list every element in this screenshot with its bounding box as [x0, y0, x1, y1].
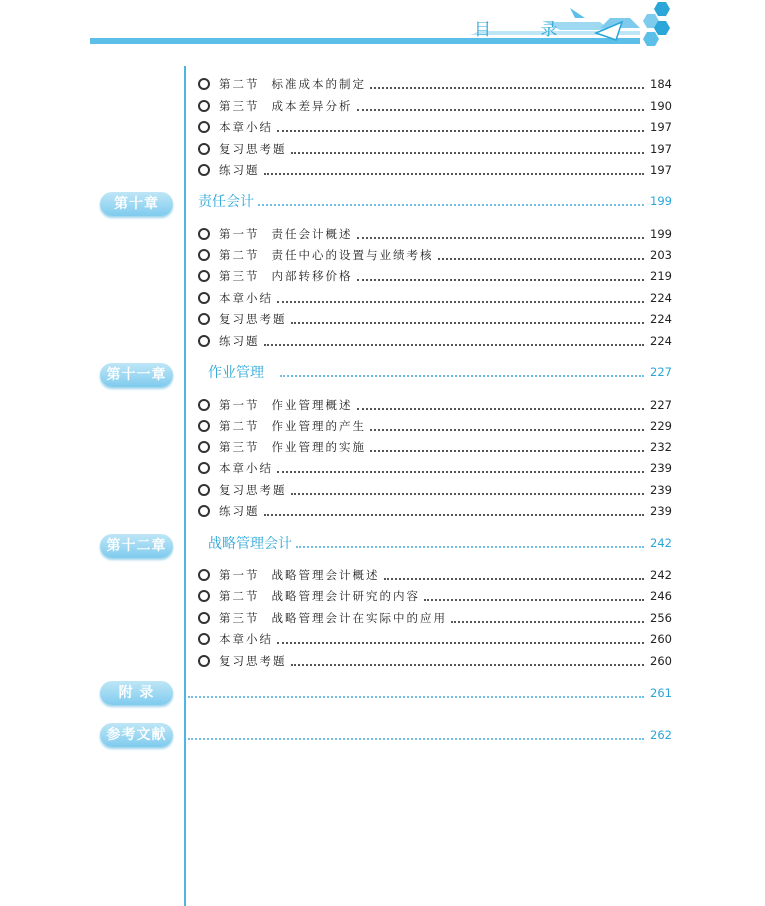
toc-entry[interactable]: 复习思考题 224: [198, 309, 672, 329]
page-header: [0, 0, 765, 50]
toc-entry[interactable]: 第一节 战略管理会计概述 242: [198, 565, 672, 585]
chapter-heading[interactable]: [198, 190, 672, 212]
toc-entry[interactable]: 第一节 作业管理概述 227: [198, 395, 672, 415]
chapter-tab-11[interactable]: 第十一章: [100, 363, 173, 387]
page-number: 224: [650, 291, 672, 305]
chapter-heading[interactable]: [208, 361, 672, 383]
dot-leader: [291, 664, 645, 666]
references-heading[interactable]: [188, 724, 672, 746]
bullet-icon: [198, 462, 210, 474]
page-number: 199: [650, 194, 672, 208]
chapter-title: 责任会计: [198, 194, 254, 210]
page-number: 190: [650, 99, 672, 113]
dot-leader: [424, 599, 644, 601]
toc-entry[interactable]: 复习思考题 197: [198, 139, 672, 159]
chapter-title: 战略管理会计: [208, 536, 292, 552]
page-number: 242: [650, 536, 672, 550]
dot-leader: [277, 130, 644, 132]
dot-leader: [357, 279, 645, 281]
dot-leader: [280, 375, 644, 377]
toc-entry[interactable]: 练习题 224: [198, 331, 672, 351]
page-number: 262: [650, 728, 672, 742]
bullet-icon: [198, 590, 210, 602]
page-number: 232: [650, 440, 672, 454]
toc-entry[interactable]: 本章小结 239: [198, 458, 672, 478]
bullet-icon: [198, 249, 210, 261]
page-title: 目 录: [474, 20, 580, 40]
dot-leader: [264, 173, 645, 175]
toc-entry[interactable]: 第三节 战略管理会计在实际中的应用 256: [198, 608, 672, 628]
bullet-icon: [198, 228, 210, 240]
toc-entry[interactable]: 第二节 责任中心的设置与业绩考核 203: [198, 245, 672, 265]
toc-entry[interactable]: 第二节 标准成本的制定 184: [198, 74, 672, 94]
page-number: 197: [650, 163, 672, 177]
dot-leader: [291, 322, 645, 324]
bullet-icon: [198, 313, 210, 325]
bullet-icon: [198, 399, 210, 411]
toc-divider-line: [184, 66, 186, 906]
chapter-tab-10[interactable]: 第十章: [100, 192, 173, 216]
dot-leader: [438, 258, 645, 260]
dot-leader: [384, 578, 645, 580]
toc-entry[interactable]: 第二节 战略管理会计研究的内容 246: [198, 586, 672, 606]
dot-leader: [370, 450, 644, 452]
bullet-icon: [198, 441, 210, 453]
bullet-icon: [198, 569, 210, 581]
chapter-heading[interactable]: [208, 532, 672, 554]
dot-leader: [277, 301, 644, 303]
dot-leader: [277, 642, 644, 644]
bullet-icon: [198, 655, 210, 667]
toc-entry[interactable]: 第三节 内部转移价格 219: [198, 266, 672, 286]
page-number: 227: [650, 398, 672, 412]
dot-leader: [370, 87, 644, 89]
page-number: 227: [650, 365, 672, 379]
dot-leader: [258, 204, 644, 206]
bullet-icon: [198, 100, 210, 112]
page-number: 239: [650, 483, 672, 497]
page-number: 224: [650, 334, 672, 348]
bullet-icon: [198, 633, 210, 645]
appendix-tab[interactable]: 附 录: [100, 681, 173, 705]
dot-leader: [291, 152, 645, 154]
page-number: 261: [650, 686, 672, 700]
bullet-icon: [198, 270, 210, 282]
dot-leader: [370, 429, 644, 431]
page-number: 246: [650, 589, 672, 603]
page-number: 242: [650, 568, 672, 582]
bullet-icon: [198, 121, 210, 133]
dot-leader: [264, 344, 645, 346]
toc-entry[interactable]: 第一节 责任会计概述 199: [198, 224, 672, 244]
dot-leader: [357, 109, 645, 111]
dot-leader: [357, 237, 645, 239]
toc-entry[interactable]: 第二节 作业管理的产生 229: [198, 416, 672, 436]
page-number: 239: [650, 504, 672, 518]
dot-leader: [277, 471, 644, 473]
appendix-heading[interactable]: [188, 682, 672, 704]
toc-entry[interactable]: 第三节 作业管理的实施 232: [198, 437, 672, 457]
bullet-icon: [198, 420, 210, 432]
references-tab[interactable]: 参考文献: [100, 723, 173, 747]
dot-leader: [357, 408, 645, 410]
dot-leader: [188, 738, 644, 740]
page-number: 239: [650, 461, 672, 475]
page-number: 260: [650, 632, 672, 646]
bullet-icon: [198, 143, 210, 155]
dot-leader: [451, 621, 644, 623]
dot-leader: [296, 546, 644, 548]
toc-entry[interactable]: 复习思考题 260: [198, 651, 672, 671]
dot-leader: [188, 696, 644, 698]
page-number: 260: [650, 654, 672, 668]
toc-entry[interactable]: 本章小结 197: [198, 117, 672, 137]
hexagon-icon: [640, 0, 680, 50]
page-number: 199: [650, 227, 672, 241]
bullet-icon: [198, 612, 210, 624]
toc-entry[interactable]: 复习思考题 239: [198, 480, 672, 500]
page-number: 203: [650, 248, 672, 262]
bullet-icon: [198, 505, 210, 517]
toc-entry[interactable]: 练习题 197: [198, 160, 672, 180]
bullet-icon: [198, 335, 210, 347]
dot-leader: [291, 493, 645, 495]
page-number: 197: [650, 120, 672, 134]
toc-entry[interactable]: 第三节 成本差异分析 190: [198, 96, 672, 116]
page-number: 219: [650, 269, 672, 283]
page-number: 184: [650, 77, 672, 91]
bullet-icon: [198, 78, 210, 90]
page-number: 256: [650, 611, 672, 625]
bullet-icon: [198, 164, 210, 176]
page-number: 224: [650, 312, 672, 326]
page-number: 197: [650, 142, 672, 156]
chapter-title: 作业管理: [208, 365, 264, 381]
dot-leader: [264, 514, 645, 516]
chapter-tab-12[interactable]: 第十二章: [100, 534, 173, 558]
toc-entry[interactable]: 本章小结 260: [198, 629, 672, 649]
toc-entry[interactable]: 本章小结 224: [198, 288, 672, 308]
toc-entry[interactable]: 练习题 239: [198, 501, 672, 521]
bullet-icon: [198, 484, 210, 496]
bullet-icon: [198, 292, 210, 304]
page-number: 229: [650, 419, 672, 433]
